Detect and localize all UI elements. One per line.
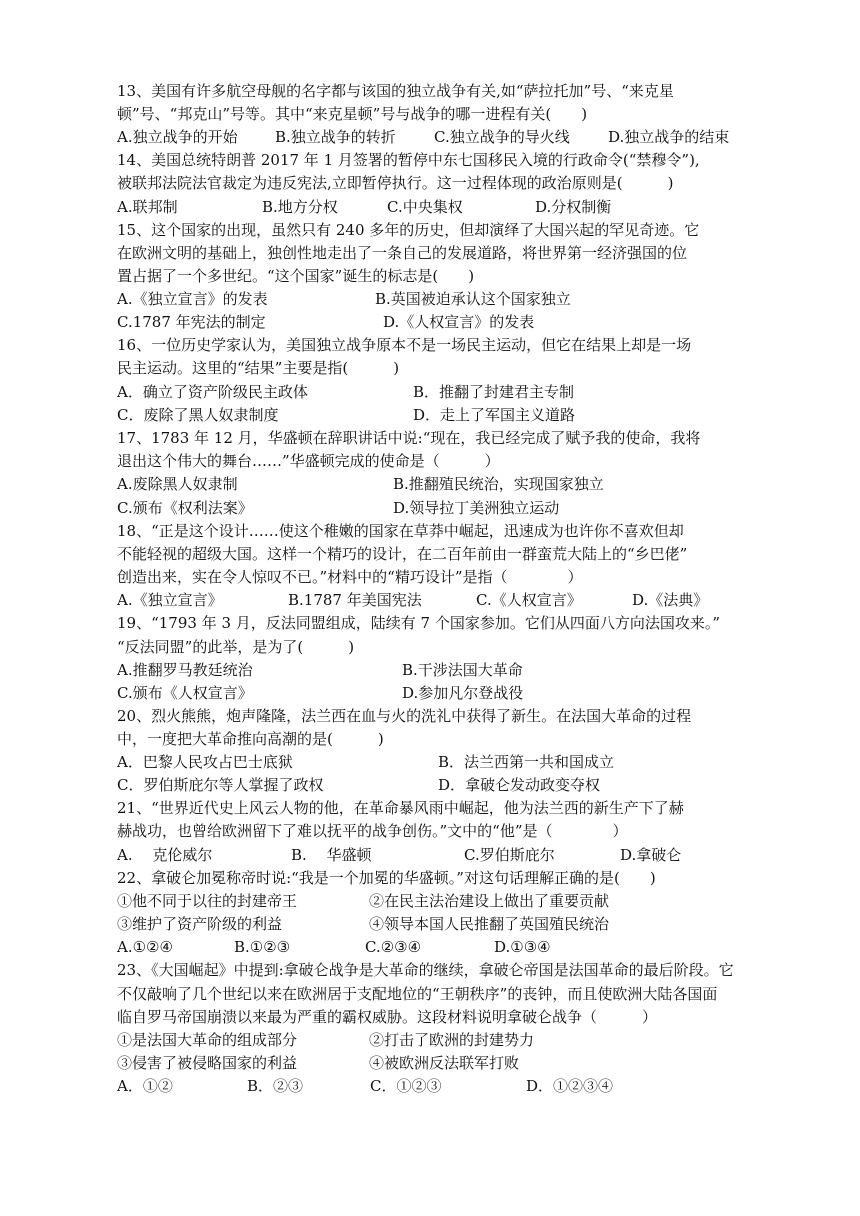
question-21-options [117,844,777,866]
option-b: B.①②③ [234,938,291,956]
question-17-options-row-1 [117,473,777,495]
question-15-stem-line-2: 在欧洲文明的基础上，独创性地走出了一条自己的发展道路，将世界第一经济强国的位 [117,244,688,262]
question-20-options-row-2 [117,774,777,796]
question-16-options-row-1 [117,381,777,403]
question-18-options [117,589,777,611]
question-22-stem-line-1: 22、拿破仑加冕称帝时说:“我是一个加冕的华盛顿。”对这句话理解正确的是( ) [117,869,656,887]
question-14-stem-line-2: 被联邦法院法官裁定为违反宪法,立即暂停执行。这一过程体现的政治原则是( ) [117,174,674,192]
option-b: B.地方分权 [262,198,338,216]
question-22-options [117,936,777,958]
question-15-options-row-2 [117,311,777,333]
question-19-options-row-2 [117,682,777,704]
question-20-stem-line-2: 中，一度把大革命推向高潮的是( ) [117,730,384,748]
option-c: C.颁布《人权宣言》 [117,684,253,702]
option-b: B．推翻了封建君主专制 [413,383,575,401]
question-23-statements-row-1 [117,1029,777,1051]
option-c: C．①②③ [370,1077,442,1095]
question-19-stem-line-1: 19、“1793 年 3 月，反法同盟组成，陆续有 7 个国家参加。它们从四面八方向法国攻来。” [117,614,721,632]
question-20-stem-line-1: 20、烈火熊熊，炮声隆隆，法兰西在血与火的洗礼中获得了新生。在法国大革命的过程 [117,707,692,725]
question-17-stem-line-2: 退出这个伟大的舞台……”华盛顿完成的使命是（ ） [117,452,500,470]
statement-4: ④被欧洲反法联军打败 [369,1054,520,1072]
option-b: B.干涉法国大革命 [402,661,523,679]
statement-1: ①是法国大革命的组成部分 [117,1031,298,1049]
option-b: B．②③ [247,1077,304,1095]
question-18-stem-line-3: 创造出来，实在令人惊叹不已。”材料中的“精巧设计”是指（ ） [117,568,583,586]
question-23-options [117,1075,777,1097]
option-a: A.废除黑人奴隶制 [117,475,238,493]
option-a: A．①② [117,1077,173,1095]
option-a: A．巴黎人民攻占巴士底狱 [117,753,293,771]
question-14-stem-line-1: 14、美国总统特朗普 2017 年 1 月签署的暂停中东七国移民入境的行政命令(“禁穆令”), [117,151,700,169]
option-c: C.②③④ [365,938,422,956]
option-b: B. 华盛顿 [291,846,372,864]
statement-4: ④领导本国人民推翻了英国殖民统治 [369,915,610,933]
option-c: C.颁布《权利法案》 [117,499,253,517]
question-23-stem-line-2: 不仅敲响了几个世纪以来在欧洲居于支配地位的“王朝秩序”的丧钟，而且使欧洲大陆各国面 [117,985,718,1003]
statement-3: ③侵害了被侵略国家的利益 [117,1054,298,1072]
option-c: C.《人权宣言》 [476,591,582,609]
question-17-options-row-2 [117,497,777,519]
option-a: A.联邦制 [117,198,178,216]
question-17-stem-line-1: 17、1783 年 12 月，华盛顿在辞职讲话中说:“现在，我已经完成了赋予我的使命，我将 [117,429,701,447]
option-c: C.罗伯斯庇尔 [464,846,555,864]
option-d: D.《人权宣言》的发表 [383,313,535,331]
question-19-options-row-1 [117,659,777,681]
option-a: A.独立战争的开始 [117,128,238,146]
option-d: D.独立战争的结束 [608,128,730,146]
question-13-options [117,126,777,148]
option-a: A.推翻罗马教廷统治 [117,661,253,679]
option-d: D.分权制衡 [535,198,612,216]
statement-1: ①他不同于以往的封建帝王 [117,892,298,910]
question-23-stem-line-1: 23、《大国崛起》中提到:拿破仑战争是大革命的继续，拿破仑帝国是法国革命的最后阶段。它 [117,961,734,979]
question-22-statements-row-2 [117,913,777,935]
option-a: A.《独立宣言》 [117,591,223,609]
question-21-stem-line-2: 赫战功，也曾给欧洲留下了难以抚平的战争创伤。”文中的“他”是（ ） [117,822,628,840]
question-18-stem-line-1: 18、“正是这个设计……使这个稚嫩的国家在草莽中崛起，迅速成为也许你不喜欢但却 [117,522,684,540]
question-23-statements-row-2 [117,1052,777,1074]
option-a: A. 克伦威尔 [117,846,213,864]
option-c: C.独立战争的导火线 [434,128,570,146]
question-22-statements-row-1 [117,890,777,912]
question-15-options-row-1 [117,288,777,310]
question-16-stem-line-2: 民主运动。这里的“结果”主要是指( ) [117,359,400,377]
question-15-stem-line-3: 置占据了一个多世纪。“这个国家”诞生的标志是( ) [117,267,475,285]
question-15-stem-line-1: 15、这个国家的出现，虽然只有 240 多年的历史，但却演绎了大国兴起的罕见奇迹。它 [117,221,700,239]
option-b: B.1787 年美国宪法 [288,591,422,609]
question-13-stem-line-1: 13、美国有许多航空母舰的名字都与该国的独立战争有关,如“萨拉托加”号、“来克星 [117,82,674,100]
statement-2: ②打击了欧洲的封建势力 [369,1031,535,1049]
option-c: C.1787 年宪法的制定 [117,313,266,331]
option-d: D.拿破仑 [620,846,682,864]
option-a: A.《独立宣言》的发表 [117,290,268,308]
question-18-stem-line-2: 不能轻视的超级大国。这样一个精巧的设计，在二百年前由一群蛮荒大陆上的“乡巴佬” [117,545,688,563]
question-16-options-row-2 [117,404,777,426]
option-b: B.英国被迫承认这个国家独立 [375,290,571,308]
statement-2: ②在民主法治建设上做出了重要贡献 [369,892,610,910]
option-a: A．确立了资产阶级民主政体 [117,383,308,401]
option-d: D．①②③④ [526,1077,614,1095]
question-19-stem-line-2: “反法同盟”的此举，是为了( ) [117,638,355,656]
question-20-options-row-1 [117,751,777,773]
option-b: B．法兰西第一共和国成立 [438,753,615,771]
statement-3: ③维护了资产阶级的利益 [117,915,283,933]
option-c: C．罗伯斯庇尔等人掌握了政权 [117,776,324,794]
question-14-options [117,196,777,218]
question-13-stem-line-2: 顿”号、“邦克山”号等。其中“来克星顿”号与战争的哪一进程有关( ) [117,105,588,123]
option-d: D.《法典》 [632,591,709,609]
option-c: C．废除了黑人奴隶制度 [117,406,279,424]
option-d: D.领导拉丁美洲独立运动 [393,499,560,517]
option-d: D．走上了军国主义道路 [413,406,576,424]
option-d: D.参加凡尔登战役 [402,684,524,702]
option-d: D．拿破仑发动政变夺权 [438,776,601,794]
question-23-stem-line-3: 临自罗马帝国崩溃以来最为严重的霸权威胁。这段材料说明拿破仑战争（ ） [117,1008,658,1026]
option-b: B.推翻殖民统治，实现国家独立 [393,475,604,493]
option-d: D.①③④ [494,938,551,956]
question-16-stem-line-1: 16、一位历史学家认为，美国独立战争原本不是一场民主运动，但它在结果上却是一场 [117,336,692,354]
option-b: B.独立战争的转折 [275,128,396,146]
option-c: C.中央集权 [387,198,463,216]
option-a: A.①②④ [117,938,173,956]
question-21-stem-line-1: 21、“世界近代史上风云人物的他，在革命暴风雨中崛起，他为法兰西的新生产下了赫 [117,799,684,817]
